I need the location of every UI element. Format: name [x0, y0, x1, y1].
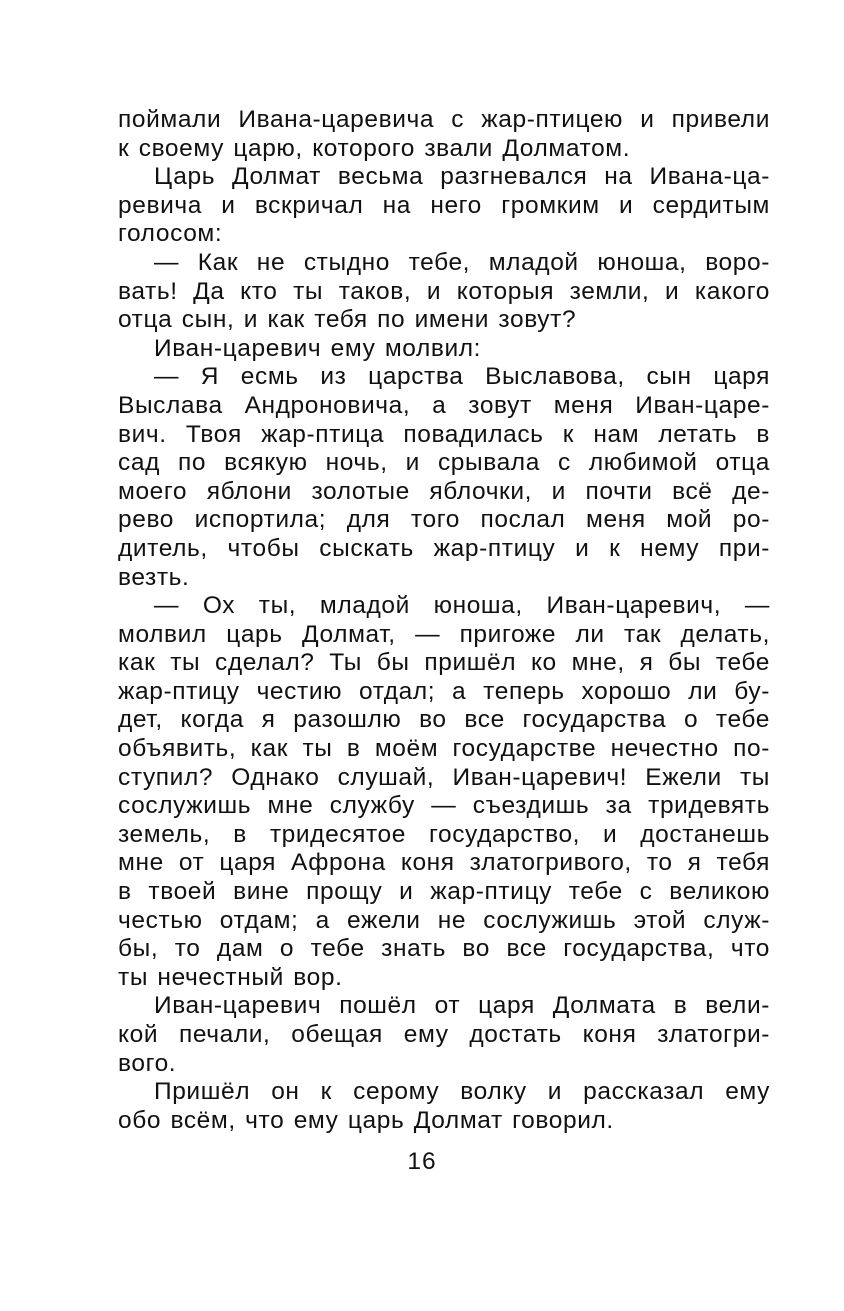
text-line: объявить, как ты в моём государстве нечестно по-	[118, 735, 770, 763]
text-line: рево испортила; для того послал меня мой ро-	[118, 506, 770, 534]
text-line: мне от царя Афрона коня златогривого, то я тебя	[118, 849, 770, 877]
text-line: сослужишь мне службу — съездишь за тридевять	[118, 792, 770, 820]
text-line: Выслава Андроновича, а зовут меня Иван-царе-	[118, 391, 770, 419]
text-line: дет, когда я разошлю во все государства о тебе	[118, 706, 770, 734]
text-line: Пришёл он к серому волку и рассказал ему	[154, 1078, 770, 1106]
text-line: Иван-царевич ему молвил:	[154, 334, 482, 362]
text-line: вич. Твоя жар-птица повадилась к нам летать в	[118, 420, 770, 448]
text-line: обо всём, что ему царь Долмат говорил.	[118, 1106, 614, 1134]
page-text	[118, 106, 770, 1135]
text-line: моего яблони золотые яблочки, и почти всё де-	[118, 477, 770, 505]
text-line: Иван-царевич пошёл от царя Долмата в вели-	[154, 992, 770, 1020]
text-line: поймали Ивана-царевича с жар-птицею и привели	[118, 106, 770, 133]
text-line: сад по всякую ночь, и срывала с любимой отца	[118, 449, 770, 477]
text-line: жар-птицу честию отдал; а теперь хорошо ли бу-	[118, 677, 770, 705]
text-line: дитель, чтобы сыскать жар-птицу и к нему при-	[118, 534, 770, 562]
text-line: к своему царю, которого звали Долматом.	[118, 134, 631, 162]
page-number: 16	[407, 1148, 437, 1175]
text-line: вого.	[118, 1049, 177, 1077]
text-line: ступил? Однако слушай, Иван-царевич! Ежели ты	[118, 763, 770, 791]
text-line: честью отдам; а ежели не сослужишь этой служ-	[118, 906, 770, 934]
text-line: Царь Долмат весьма разгневался на Ивана-ца-	[154, 163, 770, 191]
text-line: как ты сделал? Ты бы пришёл ко мне, я бы тебе	[118, 649, 770, 677]
text-line: земель, в тридесятое государство, и достанешь	[118, 820, 770, 848]
text-line: вать! Да кто ты таков, и которыя земли, и какого	[118, 277, 770, 305]
text-line: ревича и вскричал на него громким и сердитым	[118, 191, 770, 219]
text-line: молвил царь Долмат, — пригоже ли так делать,	[118, 620, 770, 648]
text-line: — Ох ты, младой юноша, Иван-царевич, —	[154, 592, 770, 620]
text-line: отца сын, и как тебя по имени зовут?	[118, 306, 577, 334]
text-line: кой печали, обещая ему достать коня златогри-	[118, 1021, 770, 1048]
text-line: — Я есмь из царства Выславова, сын царя	[154, 363, 770, 391]
text-line: голосом:	[118, 220, 223, 248]
text-line: везть.	[118, 563, 190, 591]
text-line: в твоей вине прощу и жар-птицу тебе с великою	[118, 878, 770, 906]
text-line: ты нечестный вор.	[118, 963, 343, 991]
text-line: бы, то дам о тебе знать во все государства, что	[118, 935, 770, 963]
text-line: — Как не стыдно тебе, младой юноша, воро-	[154, 248, 770, 276]
